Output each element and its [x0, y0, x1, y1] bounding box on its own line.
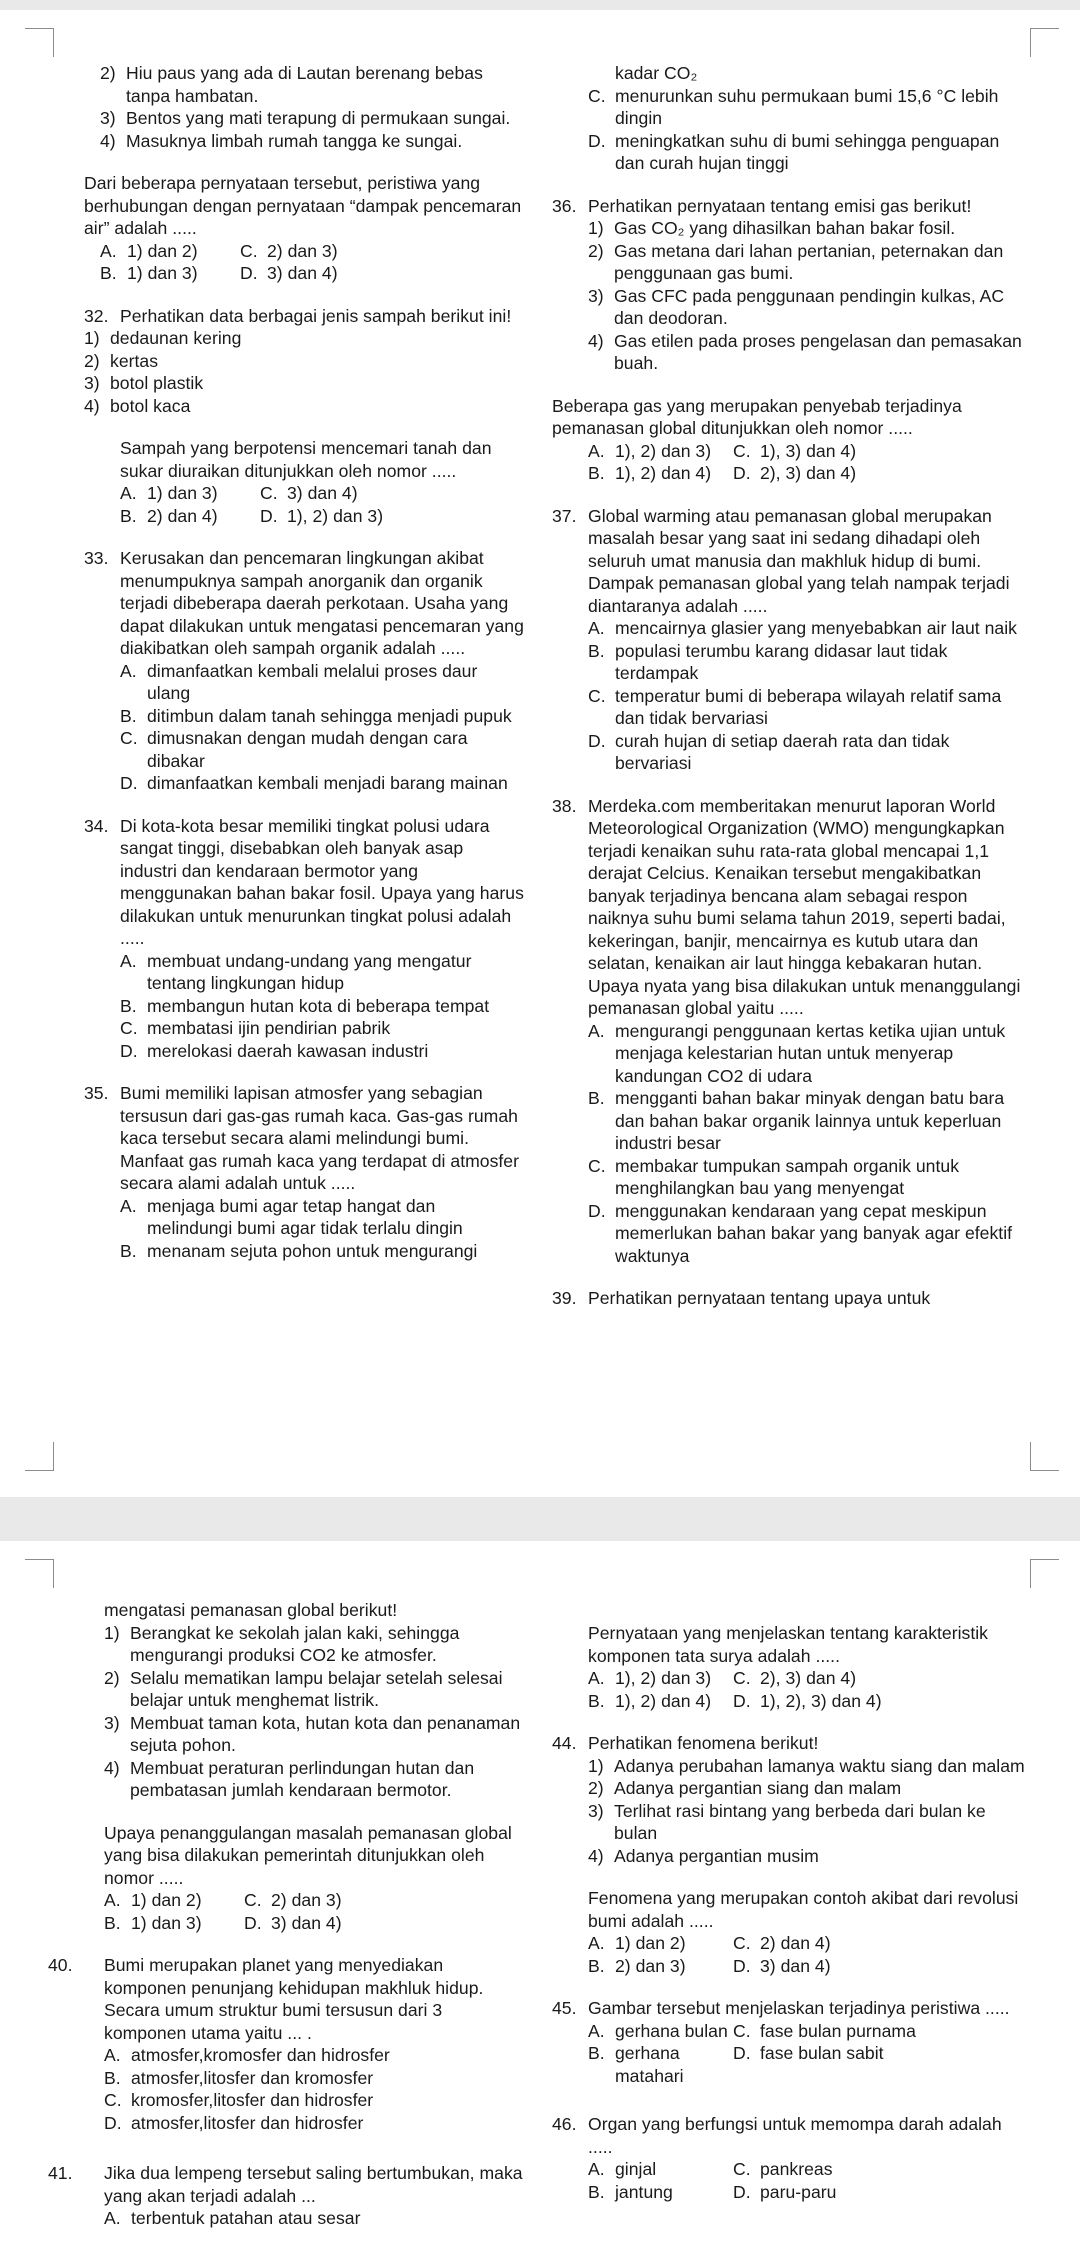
question-stem: Upaya penanggulangan masalah pemanasan global yang bisa dilakukan pemerintah ditunjukkan oleh nomor ..... [104, 1822, 512, 1888]
question-stem: Global warming atau pemanasan global merupakan masalah besar yang saat ini sedang dihadapi oleh seluruh umat manusia dan makhluk hidup di bumi. Dampak pemanasan global yang telah nampak terjadi diantaranya adalah ..... [588, 505, 1010, 616]
question-stem: Merdeka.com memberitakan menurut laporan World Meteorological Organization (WMO) mengungkapkan terjadi kenaikan suhu rata-rata global mencapai 1,1 derajat Celcius. Kenaikan tersebut mengakibatkan banyak terjadinya bencana alam sebagai respon naiknya suhu bumi selama tahun 2019, seperti badai, kekeringan, banjir, mencairnya es kutub utara dan selatan, kenaikan air laut hingga kebakaran hutan. Upaya nyata yang bisa dilakukan untuk menanggulangi pemanasan global yaitu ..... [588, 795, 1021, 1018]
option[interactable]: B. 1) dan 3) [104, 1912, 202, 1933]
option[interactable]: A. 1), 2) dan 3) [588, 440, 712, 461]
option[interactable]: C. menurunkan suhu permukaan bumi 15,6 °C lebih dingin [588, 85, 999, 128]
option[interactable]: C. 2) dan 4) [733, 1933, 831, 1953]
left-column [84, 62, 524, 1262]
question-stem: Pernyataan yang menjelaskan tentang karakteristik komponen tata surya adalah ..... [588, 1623, 989, 1666]
option[interactable]: B. gerhana matahari [588, 2043, 684, 2086]
question-40: 40. Bumi merupakan planet yang menyediakan komponen penunjang kehidupan makhluk hidup. Secara umum struktur bumi tersusun dari 3 komponen utama yaitu ... . A. atmosfer,kromosfer dan hidrosfer B. atmosfer,litosfer dan kromosfer C. kromosfer,litosfer dan hidrosfer D. atmosfer,litosfer dan hidrosfer [84, 1954, 524, 2134]
crop-mark [25, 1559, 54, 1588]
list-item: 2) Gas metana dari lahan pertanian, peternakan dan penggunaan gas bumi. [588, 240, 1004, 283]
list-item: 2) Adanya pergantian siang dan malam [588, 1778, 902, 1798]
list-item: 1) Gas CO₂ yang dihasilkan bahan bakar fosil. [588, 218, 956, 238]
question-35: 35. Bumi memiliki lapisan atmosfer yang sebagian tersusun dari gas-gas rumah kaca. Gas-gas rumah kaca tersebut secara alami melindungi bumi. Manfaat gas rumah kaca yang terdapat di atmosfer secara alami adalah untuk ..... A. menjaga bumi agar tetap hangat dan melindungi bumi agar tidak terlalu dingin B. menanam sejuta pohon untuk mengurangi [84, 1082, 524, 1262]
list-item: 4) Masuknya limbah rumah tangga ke sungai. [100, 130, 463, 151]
left-column [48, 1599, 524, 2230]
page-1 [0, 10, 1080, 1497]
question-stem: Sampah yang berpotensi mencemari tanah dan sukar diuraikan ditunjukkan oleh nomor ..... [120, 438, 492, 481]
answer-options [120, 482, 524, 527]
option[interactable]: C. membakar tumpukan sampah organik untuk menghilangkan bau yang menyengat [588, 1155, 960, 1198]
option[interactable]: B. menanam sejuta pohon untuk mengurangi [120, 1240, 478, 1261]
option[interactable]: C. 2), 3) dan 4) [733, 1668, 857, 1688]
option[interactable]: C. dimusnakan dengan mudah dengan cara dibakar [120, 728, 468, 771]
question-stem: Perhatikan fenomena berikut! [588, 1733, 819, 1753]
list-item: 4) Adanya pergantian musim [588, 1845, 819, 1866]
option[interactable]: D. 2), 3) dan 4) [733, 463, 857, 483]
question-45: 45. Gambar tersebut menjelaskan terjadinya peristiwa ..... A. gerhana bulan C. fase bulan purnama B. gerhana matahari D. fase bulan sabit [552, 1997, 1027, 2087]
question-stem: Dari beberapa pernyataan tersebut, peristiwa yang berhubungan dengan pernyataan “dampak pencemaran air” adalah ..... [84, 173, 522, 238]
list-item: 4) botol kaca [84, 395, 191, 416]
question-stem: Perhatikan pernyataan tentang emisi gas berikut! [588, 195, 972, 216]
option[interactable]: B. membangun hutan kota di beberapa tempat [120, 995, 490, 1016]
option[interactable]: C. temperatur bumi di beberapa wilayah relatif sama dan tidak bervariasi [588, 685, 1002, 728]
option[interactable]: A. 1) dan 3) [120, 483, 218, 503]
list-item: 1) Adanya perubahan lamanya waktu siang dan malam [588, 1755, 1025, 1776]
option[interactable]: B. 1), 2) dan 4) [588, 1690, 712, 1711]
option[interactable]: C. 3) dan 4) [260, 483, 358, 503]
question-stem: Bumi merupakan planet yang menyediakan komponen penunjang kehidupan makhluk hidup. Secara umum struktur bumi tersusun dari 3 komponen utama yaitu ... . [104, 1955, 484, 2043]
option[interactable]: A. 1) dan 2) [104, 1890, 202, 1910]
option[interactable]: D. 3) dan 4) [244, 1912, 342, 1933]
answer-options [588, 1932, 1027, 1977]
option[interactable]: D. 3) dan 4) [733, 1955, 831, 1976]
option[interactable]: A. gerhana bulan [588, 2020, 728, 2041]
option[interactable]: B. jantung [588, 2181, 673, 2202]
option[interactable]: A. 1) dan 2) [100, 240, 198, 261]
answer-options [588, 2020, 1027, 2088]
option[interactable]: A. ginjal [588, 2159, 657, 2179]
crop-mark [1030, 28, 1059, 57]
option[interactable]: B. mengganti bahan bakar minyak dengan batu bara dan bahan bakar organik lainnya untuk keperluan industri besar [588, 1088, 1005, 1153]
option[interactable]: C. fase bulan purnama [733, 2020, 916, 2041]
question-stem: Organ yang berfungsi untuk memompa darah adalah ..... [588, 2114, 1002, 2157]
crop-mark [25, 28, 54, 57]
question-stem: Fenomena yang merupakan contoh akibat dari revolusi bumi adalah ..... [588, 1888, 1019, 1931]
list-item: 1) dedaunan kering [84, 328, 242, 348]
option[interactable]: D. fase bulan sabit [733, 2043, 884, 2063]
option[interactable]: D. merelokasi daerah kawasan industri [120, 1040, 429, 1061]
option[interactable]: C. 2) dan 3) [244, 1890, 342, 1910]
option[interactable]: D. 1), 2), 3) dan 4) [733, 1690, 882, 1711]
question-stem: Perhatikan pernyataan tentang upaya untuk [588, 1288, 931, 1308]
option[interactable]: A. mengurangi penggunaan kertas ketika ujian untuk menjaga kelestarian hutan untuk menyerap kandungan CO2 di udara [588, 1020, 1006, 1086]
question-stem: Kerusakan dan pencemaran lingkungan akibat menumpuknya sampah anorganik dan organik terjadi dibeberapa daerah perkotaan. Usaha yang dapat dilakukan untuk mengatasi pencemaran yang diakibatkan oleh sampah organik adalah ..... [120, 548, 524, 658]
question-44: 44. Perhatikan fenomena berikut! 1) Adanya perubahan lamanya waktu siang dan malam 2) Adanya pergantian siang dan malam 3) Terlihat rasi bintang yang berbeda dari bulan ke bulan 4) Adanya pergantian musim Fenomena yang merupakan contoh akibat dari revolusi bumi adalah ..... A. 1) dan 2) C. 2) dan 4) B. 2) dan 3) D. 3) dan 4) [552, 1732, 1027, 1977]
question-37: 37. Global warming atau pemanasan global merupakan masalah besar yang saat ini sedang dihadapi oleh seluruh umat manusia dan makhluk hidup di bumi. Dampak pemanasan global yang telah nampak terjadi diantaranya adalah ..... A. mencairnya glasier yang menyebabkan air laut naik B. populasi terumbu karang didasar laut tidak terdampak C. temperatur bumi di beberapa wilayah relatif sama dan tidak bervariasi D. curah hujan di setiap daerah rata dan tidak bervariasi [552, 505, 1027, 775]
list-item: 2) kertas [84, 350, 159, 371]
option[interactable]: A. 1) dan 2) [588, 1933, 686, 1953]
option[interactable]: D. menggunakan kendaraan yang cepat meskipun memerlukan bahan bakar yang banyak agar efektif waktunya [588, 1200, 1013, 1266]
list-item: 4) Membuat peraturan perlindungan hutan dan pembatasan jumlah kendaraan bermotor. [104, 1757, 475, 1800]
question-35-continued [552, 62, 1027, 175]
question-39: 39. Perhatikan pernyataan tentang upaya untuk [552, 1287, 1027, 1310]
option[interactable]: D. meningkatkan suhu di bumi sehingga penguapan dan curah hujan tinggi [588, 130, 1000, 173]
option[interactable]: A. menjaga bumi agar tetap hangat dan melindungi bumi agar tidak terlalu dingin [120, 1195, 463, 1238]
answer-options [552, 440, 1027, 485]
crop-mark [25, 1442, 54, 1471]
question-stem: Gambar tersebut menjelaskan terjadinya peristiwa ..... [588, 1998, 1010, 2018]
page-2 [0, 1541, 1080, 2257]
question-32: 32. Perhatikan data berbagai jenis sampah berikut ini! 1) dedaunan kering 2) kertas 3) botol plastik 4) botol kaca Sampah yang berpotensi mencemari tanah dan sukar diuraikan ditunjukkan oleh nomor ..... A. 1) dan 3) C. 3) dan 4) B. 2) dan 4) D. 1), 2) dan 3) [84, 305, 524, 528]
list-item: 1) Berangkat ke sekolah jalan kaki, sehingga mengurangi produksi CO2 ke atmosfer. [104, 1622, 460, 1665]
question-43-continued [552, 1622, 1027, 1712]
option[interactable]: C. kromosfer,litosfer dan hidrosfer [104, 2090, 374, 2110]
question-38: 38. Merdeka.com memberitakan menurut laporan World Meteorological Organization (WMO) mengungkapkan terjadi kenaikan suhu rata-rata global mencapai 1,1 derajat Celcius. Kenaikan tersebut mengakibatkan banyak terjadinya bencana alam sebagai respon naiknya suhu bumi selama tahun 2019, seperti badai, kekeringan, banjir, mencairnya es kutub utara dan selatan, kenaikan air laut hingga kebakaran hutan. Upaya nyata yang bisa dilakukan untuk menanggulangi pemanasan global yaitu ..... A. mengurangi penggunaan kertas ketika ujian untuk menjaga kelestarian hutan untuk menyerap kandungan CO2 di udara B. mengganti bahan bakar minyak dengan batu bara dan bahan bakar organik lainnya untuk keperluan industri besar C. membakar tumpukan sampah organik untuk menghilangkan bau yang menyengat D. menggunakan kendaraan yang cepat meskipun memerlukan bahan bakar yang banyak agar efektif waktunya [552, 795, 1027, 1268]
list-item: 3) Terlihat rasi bintang yang berbeda dari bulan ke bulan [588, 1800, 986, 1843]
option[interactable]: B. 2) dan 3) [588, 1955, 686, 1976]
option[interactable]: A. 1), 2) dan 3) [588, 1668, 712, 1688]
option[interactable]: D. 1), 2) dan 3) [260, 505, 384, 526]
option[interactable]: A. terbentuk patahan atau sesar [104, 2208, 361, 2228]
option[interactable]: D. dimanfaatkan kembali menjadi barang mainan [120, 773, 508, 793]
list-item: 3) Membuat taman kota, hutan kota dan penanaman sejuta pohon. [104, 1712, 521, 1755]
question-stem: mengatasi pemanasan global berikut! [104, 1600, 398, 1620]
question-46: 46. Organ yang berfungsi untuk memompa darah adalah ..... A. ginjal C. pankreas B. jantung D. paru-paru [552, 2113, 1027, 2203]
option[interactable]: C. 2) dan 3) [240, 240, 338, 261]
question-34: 34. Di kota-kota besar memiliki tingkat polusi udara sangat tinggi, disebabkan oleh banyak asap industri dan kendaraan bermotor yang menggunakan bahan bakar fosil. Upaya yang harus dilakukan untuk menurunkan tingkat polusi adalah ..... A. membuat undang-undang yang mengatur tentang lingkungan hidup B. membangun hutan kota di beberapa tempat C. membatasi ijin pendirian pabrik D. merelokasi daerah kawasan industri [84, 815, 524, 1061]
answer-options [588, 1667, 1027, 1712]
option[interactable]: C. membatasi ijin pendirian pabrik [120, 1018, 391, 1038]
option[interactable]: D. atmosfer,litosfer dan hidrosfer [104, 2112, 364, 2133]
option[interactable]: D. 3) dan 4) [240, 263, 338, 283]
option[interactable]: A. membuat undang-undang yang mengatur tentang lingkungan hidup [120, 950, 472, 993]
option[interactable]: C. pankreas [733, 2159, 833, 2179]
question-39-continued [84, 1599, 524, 1934]
option-continuation: kadar CO₂ [615, 63, 698, 83]
option[interactable]: A. atmosfer,kromosfer dan hidrosfer [104, 2045, 390, 2065]
option[interactable]: B. 1), 2) dan 4) [588, 463, 712, 483]
option[interactable]: A. mencairnya glasier yang menyebabkan air laut naik [588, 618, 1017, 638]
option[interactable]: B. 1) dan 3) [100, 263, 198, 283]
question-stem: Beberapa gas yang merupakan penyebab terjadinya pemanasan global ditunjukkan oleh nomor ..... [552, 395, 962, 438]
list-item: 3) botol plastik [84, 373, 204, 393]
answer-options [84, 240, 524, 285]
question-31-continued [84, 62, 524, 285]
crop-mark [1030, 1442, 1059, 1471]
list-item: 3) Gas CFC pada penggunaan pendingin kulkas, AC dan deodoran. [588, 285, 1005, 328]
option[interactable]: B. 2) dan 4) [120, 505, 218, 526]
list-item: 3) Bentos yang mati terapung di permukaan sungai. [100, 108, 511, 128]
option[interactable]: B. atmosfer,litosfer dan kromosfer [104, 2067, 374, 2088]
question-stem: Perhatikan data berbagai jenis sampah berikut ini! [120, 305, 512, 326]
crop-mark [1030, 1559, 1059, 1588]
question-33: 33. Kerusakan dan pencemaran lingkungan akibat menumpuknya sampah anorganik dan organik terjadi dibeberapa daerah perkotaan. Usaha yang dapat dilakukan untuk mengatasi pencemaran yang diakibatkan oleh sampah organik adalah ..... A. dimanfaatkan kembali melalui proses daur ulang B. ditimbun dalam tanah sehingga menjadi pupuk C. dimusnakan dengan mudah dengan cara dibakar D. dimanfaatkan kembali menjadi barang mainan [84, 548, 524, 793]
right-column [552, 1622, 1027, 2203]
option[interactable]: C. 1), 3) dan 4) [733, 440, 857, 461]
option[interactable]: D. paru-paru [733, 2181, 837, 2202]
right-column [552, 62, 1027, 1310]
option[interactable]: B. ditimbun dalam tanah sehingga menjadi pupuk [120, 705, 512, 726]
question-stem: Bumi memiliki lapisan atmosfer yang sebagian tersusun dari gas-gas rumah kaca. Gas-gas rumah kaca tersebut secara alami melindungi bumi. Manfaat gas rumah kaca yang terdapat di atmosfer secara alami adalah untuk ..... [120, 1083, 519, 1193]
question-36: 36. Perhatikan pernyataan tentang emisi gas berikut! 1) Gas CO₂ yang dihasilkan bahan bakar fosil. 2) Gas metana dari lahan pertanian, peternakan dan penggunaan gas bumi. 3) Gas CFC pada penggunaan pendingin kulkas, AC dan deodoran. 4) Gas etilen pada proses pengelasan dan pemasakan buah. [552, 195, 1027, 375]
option[interactable]: A. dimanfaatkan kembali melalui proses daur ulang [120, 660, 478, 703]
question-stem: Jika dua lempeng tersebut saling bertumbukan, maka yang akan terjadi adalah ... [104, 2163, 523, 2206]
answer-options [84, 1889, 524, 1934]
option[interactable]: B. populasi terumbu karang didasar laut tidak terdampak [588, 640, 948, 683]
question-41: 41. Jika dua lempeng tersebut saling bertumbukan, maka yang akan terjadi adalah ... A. terbentuk patahan atau sesar [48, 2163, 523, 2228]
list-item: 2) Selalu mematikan lampu belajar setelah selesai belajar untuk menghemat listrik. [104, 1667, 503, 1710]
list-item: 4) Gas etilen pada proses pengelasan dan pemasakan buah. [588, 330, 1022, 373]
list-item: 2) Hiu paus yang ada di Lautan berenang bebas tanpa hambatan. [100, 63, 483, 106]
question-stem: Di kota-kota besar memiliki tingkat polusi udara sangat tinggi, disebabkan oleh banyak asap industri dan kendaraan bermotor yang menggunakan bahan bakar fosil. Upaya yang harus dilakukan untuk menurunkan tingkat polusi adalah ..... [120, 815, 524, 948]
option[interactable]: D. curah hujan di setiap daerah rata dan tidak bervariasi [588, 730, 950, 773]
answer-options [588, 2158, 1027, 2203]
